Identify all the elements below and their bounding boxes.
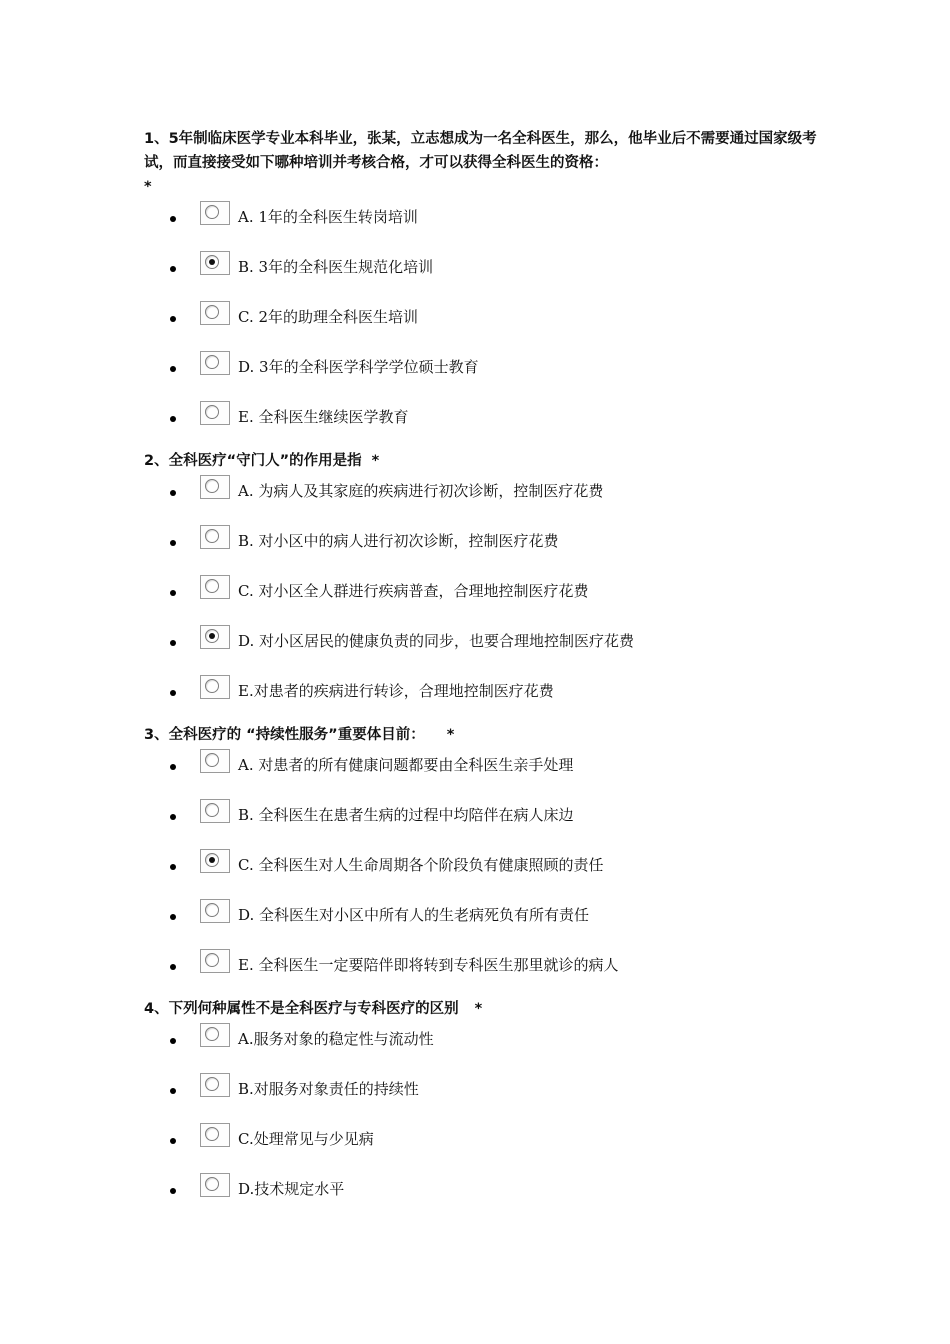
bullet [170, 216, 176, 222]
radio-frame[interactable] [200, 1073, 230, 1097]
option-1b[interactable] [144, 251, 824, 301]
option-label: E. 全科医生一定要陪伴即将转到专科医生那里就诊的病人 [238, 956, 619, 974]
bullet [170, 964, 176, 970]
option-3b[interactable] [144, 799, 824, 849]
option-4a[interactable] [144, 1023, 824, 1073]
question-3 [144, 723, 824, 999]
bullet [170, 540, 176, 546]
option-label: B. 对小区中的病人进行初次诊断，控制医疗花费 [238, 532, 559, 550]
bullet [170, 316, 176, 322]
option-label: B.对服务对象责任的持续性 [238, 1080, 419, 1098]
option-label: E. 全科医生继续医学教育 [238, 408, 409, 426]
radio-button[interactable] [205, 1177, 219, 1191]
option-2b[interactable] [144, 525, 824, 575]
radio-frame[interactable] [200, 301, 230, 325]
radio-button[interactable] [205, 479, 219, 493]
radio-frame[interactable] [200, 949, 230, 973]
option-label: C. 2年的助理全科医生培训 [238, 308, 419, 326]
radio-frame[interactable] [200, 575, 230, 599]
option-label: C.处理常见与少见病 [238, 1130, 374, 1148]
option-label: B. 全科医生在患者生病的过程中均陪伴在病人床边 [238, 806, 574, 824]
bullet [170, 914, 176, 920]
bullet [170, 1188, 176, 1194]
radio-frame[interactable] [200, 1023, 230, 1047]
radio-button[interactable] [205, 629, 219, 643]
options-list [144, 1023, 824, 1223]
radio-frame[interactable] [200, 1173, 230, 1197]
option-label: A. 1年的全科医生转岗培训 [238, 208, 418, 226]
option-3d[interactable] [144, 899, 824, 949]
question-title: 4、下列何种属性不是全科医疗与专科医疗的区别 * [144, 1001, 483, 1017]
option-1d[interactable] [144, 351, 824, 401]
bullet [170, 490, 176, 496]
option-label: A.服务对象的稳定性与流动性 [238, 1030, 434, 1048]
bullet [170, 1138, 176, 1144]
options-list [144, 475, 824, 725]
question-title: 3、全科医疗的 “持续性服务”重要体目前： * [144, 727, 455, 743]
option-4d[interactable] [144, 1173, 824, 1223]
radio-frame[interactable] [200, 749, 230, 773]
radio-button[interactable] [205, 803, 219, 817]
radio-button[interactable] [205, 1127, 219, 1141]
option-1a[interactable] [144, 201, 824, 251]
radio-frame[interactable] [200, 351, 230, 375]
option-label: A. 为病人及其家庭的疾病进行初次诊断，控制医疗花费 [238, 482, 604, 500]
radio-button[interactable] [205, 205, 219, 219]
bullet [170, 366, 176, 372]
option-label: C. 全科医生对人生命周期各个阶段负有健康照顾的责任 [238, 856, 604, 874]
radio-frame[interactable] [200, 251, 230, 275]
radio-button[interactable] [205, 255, 219, 269]
radio-button[interactable] [205, 679, 219, 693]
bullet [170, 590, 176, 596]
bullet [170, 864, 176, 870]
radio-button[interactable] [205, 355, 219, 369]
required-marker: * [144, 179, 152, 195]
radio-button[interactable] [205, 753, 219, 767]
option-1e[interactable] [144, 401, 824, 451]
option-3e[interactable] [144, 949, 824, 999]
option-label: C. 对小区全人群进行疾病普查，合理地控制医疗花费 [238, 582, 589, 600]
bullet [170, 764, 176, 770]
question-2 [144, 449, 824, 725]
option-4c[interactable] [144, 1123, 824, 1173]
option-2d[interactable] [144, 625, 824, 675]
radio-button[interactable] [205, 1077, 219, 1091]
radio-frame[interactable] [200, 475, 230, 499]
radio-frame[interactable] [200, 525, 230, 549]
radio-frame[interactable] [200, 675, 230, 699]
bullet [170, 1038, 176, 1044]
option-2a[interactable] [144, 475, 824, 525]
question-title: 2、全科医疗“守门人”的作用是指 * [144, 453, 380, 469]
radio-frame[interactable] [200, 625, 230, 649]
question-1 [144, 127, 824, 451]
option-label: E.对患者的疾病进行转诊，合理地控制医疗花费 [238, 682, 554, 700]
radio-button[interactable] [205, 903, 219, 917]
option-2c[interactable] [144, 575, 824, 625]
bullet [170, 1088, 176, 1094]
bullet [170, 416, 176, 422]
option-3a[interactable] [144, 749, 824, 799]
radio-button[interactable] [205, 1027, 219, 1041]
question-title: 1、5年制临床医学专业本科毕业，张某，立志想成为一名全科医生，那么，他毕业后不需要通过国家级考试，而直接接受如下哪种培训并考核合格，才可以获得全科医生的资格： * [144, 131, 817, 195]
radio-frame[interactable] [200, 1123, 230, 1147]
options-list [144, 749, 824, 999]
option-3c[interactable] [144, 849, 824, 899]
radio-button[interactable] [205, 579, 219, 593]
option-4b[interactable] [144, 1073, 824, 1123]
required-marker: * [474, 1001, 483, 1017]
option-label: D. 3年的全科医学科学学位硕士教育 [238, 358, 479, 376]
radio-button[interactable] [205, 529, 219, 543]
radio-frame[interactable] [200, 799, 230, 823]
radio-frame[interactable] [200, 401, 230, 425]
required-marker: * [446, 727, 455, 743]
bullet [170, 690, 176, 696]
radio-frame[interactable] [200, 849, 230, 873]
option-label: D.技术规定水平 [238, 1180, 345, 1198]
option-2e[interactable] [144, 675, 824, 725]
options-list [144, 201, 824, 451]
radio-frame[interactable] [200, 201, 230, 225]
option-label: A. 对患者的所有健康问题都要由全科医生亲手处理 [238, 756, 574, 774]
radio-frame[interactable] [200, 899, 230, 923]
bullet [170, 266, 176, 272]
radio-button[interactable] [205, 853, 219, 867]
bullet [170, 640, 176, 646]
option-label: D. 对小区居民的健康负责的同步，也要合理地控制医疗花费 [238, 632, 635, 650]
radio-button[interactable] [205, 953, 219, 967]
question-4 [144, 997, 824, 1223]
radio-button[interactable] [205, 305, 219, 319]
option-label: B. 3年的全科医生规范化培训 [238, 258, 434, 276]
radio-button[interactable] [205, 405, 219, 419]
bullet [170, 814, 176, 820]
option-1c[interactable] [144, 301, 824, 351]
option-label: D. 全科医生对小区中所有人的生老病死负有所有责任 [238, 906, 590, 924]
required-marker: * [371, 453, 380, 469]
